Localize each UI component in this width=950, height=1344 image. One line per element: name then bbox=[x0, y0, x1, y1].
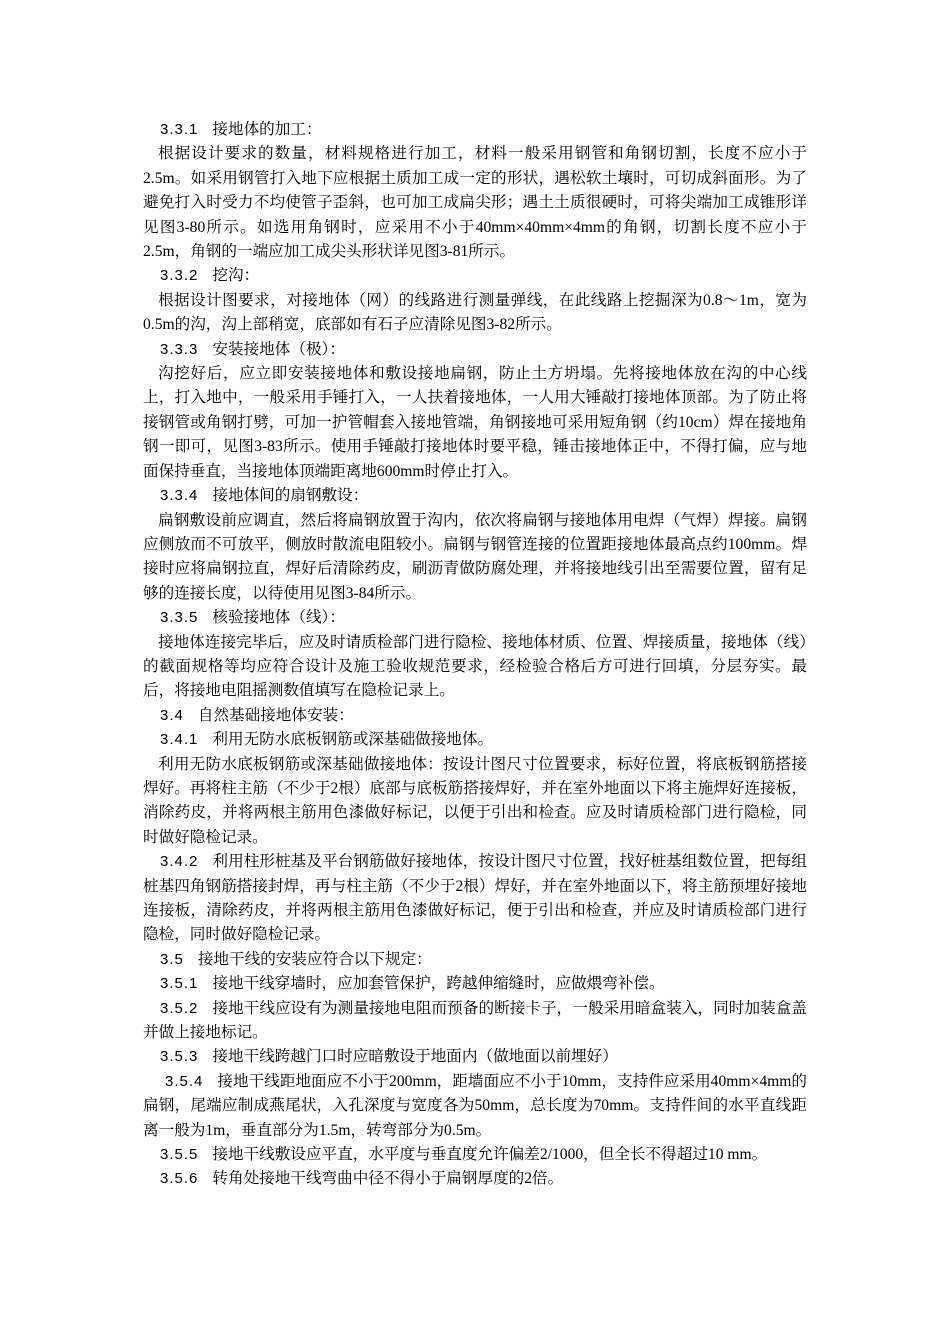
paragraph: 接地体连接完毕后，应及时请质检部门进行隐检、接地体材质、位置、焊接质量，接地体（线）的截面规格等均应符合设计及施工验收规范要求，经检验合格后方可进行回填，分层夯实。最后，将接地电阻摇测数值填写在隐检记录上。 bbox=[143, 633, 807, 700]
section-heading: 3.5.3 接地干线跨越门口时应暗敷设于地面内（做地面以前埋好） bbox=[160, 1048, 618, 1066]
section-heading: 3.3.1 接地体的加工： bbox=[160, 121, 322, 138]
section-heading: 3.3.3 安装接地体（极）： bbox=[160, 340, 345, 358]
section-heading: 3.3.5 核验接地体（线）： bbox=[160, 609, 345, 627]
numbered-paragraph: 3.5.2 接地干线应设有为测量接地电阻而预备的断接卡子，一般采用暗盒装入，同时加装盒盖并做上接地标记。 bbox=[143, 999, 807, 1042]
section-heading: 3.5.1 接地干线穿墙时，应加套管保护，跨越伸缩缝时，应做煨弯补偿。 bbox=[160, 975, 665, 993]
numbered-paragraph: 3.4.2 利用柱形桩基及平台钢筋做好接地体，按设计图尺寸位置，找好桩基组数位置，把每组桩基四角钢筋搭接封焊，再与柱主筋（不少于2根）焊好，并在室外地面以下，将主筋预埋好接地连接板，清除药皮，并将两根主筋用色漆做好标记，便于引出和检查，并应及时请质检部门进行隐检，同时做好隐检记录。 bbox=[143, 853, 807, 944]
paragraph: 根据设计图要求，对接地体（网）的线路进行测量弹线，在此线路上挖掘深为0.8～1m，宽为0.5m的沟，沟上部稍宽，底部如有石子应清除见图3-82所示。 bbox=[143, 291, 807, 334]
document-page bbox=[143, 118, 807, 1192]
section-heading: 3.4.1 利用无防水底板钢筋或深基础做接地体。 bbox=[160, 731, 494, 749]
paragraph: 利用无防水底板钢筋或深基础做接地体：按设计图尺寸位置要求，标好位置，将底板钢筋搭接焊好。再将柱主筋（不少于2根）底部与底板筋搭接焊好，并在室外地面以下将主施焊好连接板，消除药皮，并将两根主筋用色漆做好标记，以便于引出和检查。应及时请质检部门进行隐检，同时做好隐检记录。 bbox=[143, 755, 807, 846]
section-heading: 3.5.5 接地干线敷设应平直，水平度与垂直度允许偏差2/1000，但全长不得超过10 mm。 bbox=[160, 1146, 768, 1164]
paragraph: 根据设计要求的数量，材料规格进行加工，材料一般采用钢管和角钢切割，长度不应小于2.5m。如采用钢管打入地下应根据土质加工成一定的形状，遇松软土壤时，可切成斜面形。为了避免打入时受力不均使管子歪斜，也可加工成扁尖形；遇土土质很硬时，可将尖端加工成锥形详见图3-80所示。如选用角钢时，应采用不小于40mm×40mm×4mm的角钢，切割长度不应小于2.5m，角钢的一端应加工成尖头形状详见图3-81所示。 bbox=[143, 145, 807, 261]
paragraph: 扁钢敷设前应调直，然后将扁钢放置于沟内，依次将扁钢与接地体用电焊（气焊）焊接。扁钢应侧放而不可放平，侧放时散流电阻较小。扁钢与钢管连接的位置距接地体最高点约100mm。焊接时应将扁钢拉直，焊好后清除药皮，刷沥青做防腐处理，并将接地线引出至需要位置，留有足够的连接长度，以待使用见图3-84所示。 bbox=[143, 511, 807, 602]
section-heading: 3.5.6 转角处接地干线弯曲中径不得小于扁钢厚度的2倍。 bbox=[160, 1170, 564, 1188]
numbered-paragraph: 3.5.4 接地干线距地面应不小于200mm，距墙面应不小于10mm，支持件应采用40mm×4mm的扁钢，尾端应制成燕尾状，入孔深度与宽度各为50mm，总长度为70mm。支持件间的水平直线距离一般为1m，垂直部分为1.5m，转弯部分为0.5m。 bbox=[143, 1072, 807, 1139]
section-heading: 3.3.4 接地体间的扇钢敷设： bbox=[160, 487, 369, 505]
section-heading: 3.3.2 挖沟： bbox=[160, 267, 260, 285]
section-heading: 3.5 接地干线的安装应符合以下规定： bbox=[160, 950, 432, 968]
section-heading: 3.4 自然基础接地体安装： bbox=[160, 706, 354, 724]
paragraph: 沟挖好后，应立即安装接地体和敷设接地扁钢，防止土方坍塌。先将接地体放在沟的中心线上，打入地中，一般采用手锤打入，一人扶着接地体，一人用大锤敲打接地体顶部。为了防止将接钢管或角钢打劈，可加一护管帽套入接地管端，角钢接地可采用短角钢（约10cm）焊在接地角钢一即可，见图3-83所示。使用手锤敲打接地体时要平稳，锤击接地体正中，不得打偏，应与地面保持垂直，当接地体顶端距离地600mm时停止打入。 bbox=[143, 365, 807, 480]
